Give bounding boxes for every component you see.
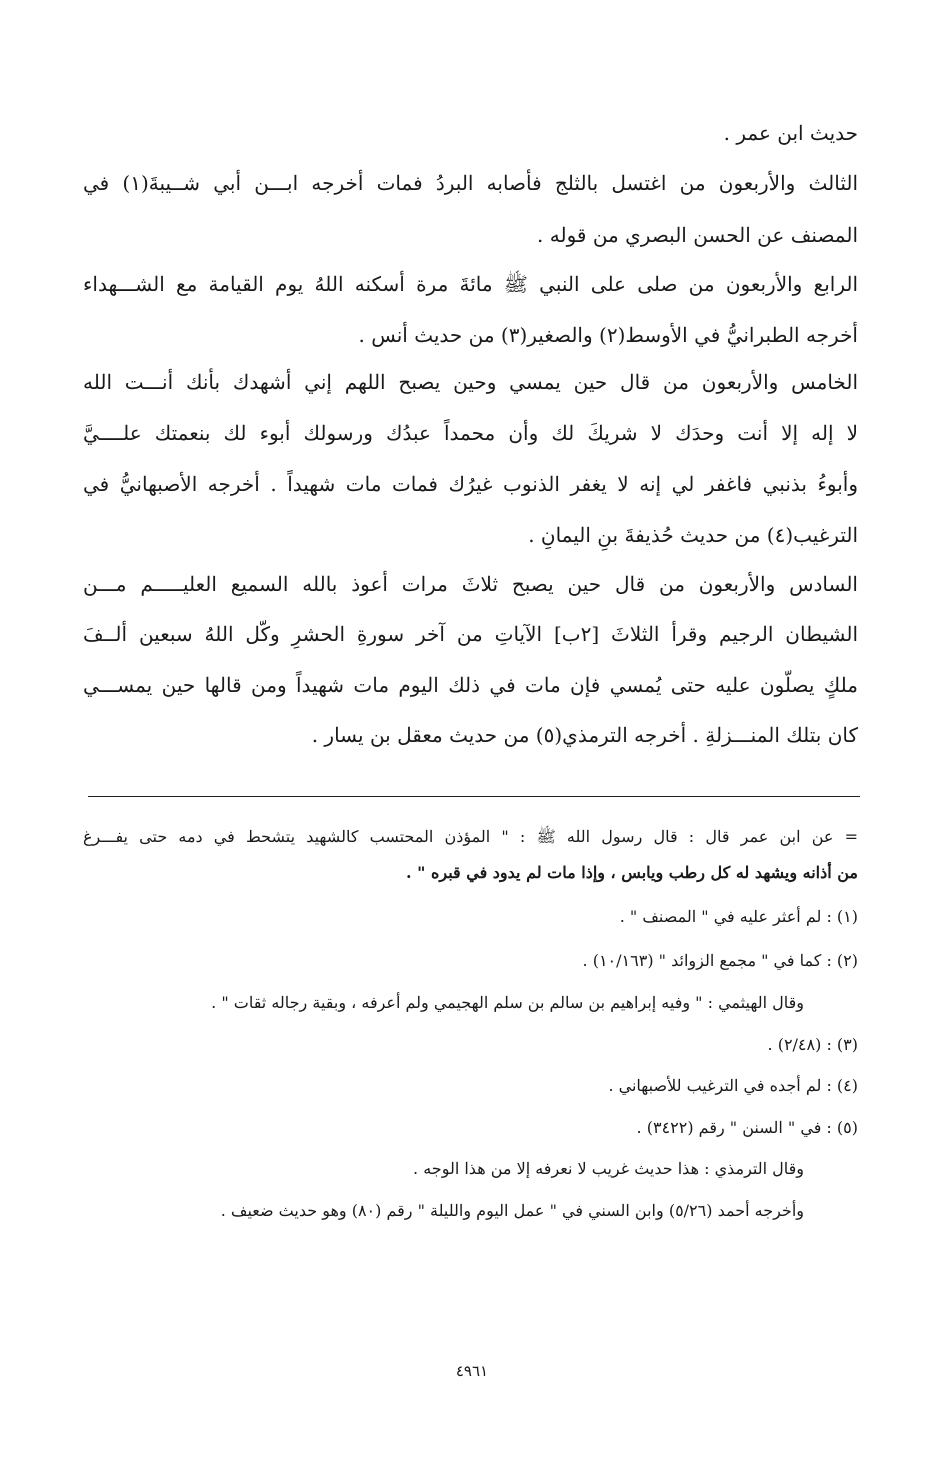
footnote-line: (١) : لم أعثر عليه في " المصنف " . bbox=[619, 907, 858, 926]
body-line: الخامس والأربعون من قال حين يمسي وحين يصبح اللهم إني أشهدك بأنك أنـــت الله bbox=[83, 370, 858, 394]
body-line: الرابع والأربعون من صلى على النبي ﷺ مائةَ مرة أسكنه اللهُ يوم القيامة مع الشـــهداء bbox=[83, 272, 858, 296]
body-line: الثالث والأربعون من اغتسل بالثلج فأصابه البردُ فمات أخرجه ابـــن أبي شــيبةَ(١) في bbox=[83, 171, 858, 195]
body-line: لا إله إلا أنت وحدَك لا شريكَ لك وأن محمداً عبدُك ورسولك أبوء لك بنعمتك علــــيَّ bbox=[83, 421, 858, 445]
footnote-separator bbox=[88, 796, 860, 797]
footnote-line: وقال الترمذي : هذا حديث غريب لا نعرفه إلا من هذا الوجه . bbox=[413, 1159, 804, 1178]
footnote-line: وقال الهيثمي : " وفيه إبراهيم بن سالم بن سلم الهجيمي ولم أعرفه ، وبقية رجاله ثقات " . bbox=[211, 993, 804, 1012]
footnote-line: (٤) : لم أجده في الترغيب للأصبهاني . bbox=[608, 1076, 858, 1095]
footnote-line: (٢) : كما في " مجمع الزوائد " (١٠/١٦٣) . bbox=[582, 951, 858, 970]
body-line: كان بتلك المنـــزلةِ . أخرجه الترمذي(٥) من حديث معقل بن يسار . bbox=[311, 723, 858, 747]
body-line: الترغيب(٤) من حديث حُذيفةَ بنِ اليمانِ . bbox=[528, 523, 858, 547]
footnote-line: من أذانه ويشهد له كل رطب ويابس ، وإذا مات لم يدود في قبره " . bbox=[405, 863, 858, 882]
body-line: الشيطان الرجيم وقرأ الثلاثَ [٢ب] الآياتِ من آخر سورةِ الحشرِ وكّل اللهُ سبعين ألــفَ bbox=[83, 622, 858, 646]
page-number: ٤٩٦١ bbox=[455, 1362, 489, 1380]
body-line: ملكٍ يصلّون عليه حتى يُمسي فإن مات في ذلك اليوم مات شهيداً ومن قالها حين يمســـي bbox=[83, 673, 858, 697]
footnote-line: = عن ابن عمر قال : قال رسول الله ﷺ : " المؤذن المحتسب كالشهيد يتشحط في دمه حتى يفـــرغ bbox=[83, 827, 858, 846]
footnote-line: وأخرجه أحمد (٥/٢٦) وابن السني في " عمل اليوم والليلة " رقم (٨٠) وهو حديث ضعيف . bbox=[220, 1201, 804, 1220]
body-line: حديث ابن عمر . bbox=[723, 121, 858, 145]
footnote-line: (٥) : في " السنن " رقم (٣٤٢٢) . bbox=[636, 1118, 858, 1137]
body-line: السادس والأربعون من قال حين يصبح ثلاثَ مرات أعوذ بالله السميع العليـــــم مـــن bbox=[83, 572, 858, 596]
body-line: أخرجه الطبرانيُّ في الأوسط(٢) والصغير(٣) من حديث أنس . bbox=[358, 323, 858, 347]
body-line: المصنف عن الحسن البصري من قوله . bbox=[537, 223, 858, 247]
footnote-line: (٣) : (٢/٤٨) . bbox=[767, 1035, 858, 1054]
body-line: وأبوءُ بذنبي فاغفر لي إنه لا يغفر الذنوب غيرُك فمات مات شهيداً . أخرجه الأصبهانيُّ في bbox=[83, 472, 858, 496]
